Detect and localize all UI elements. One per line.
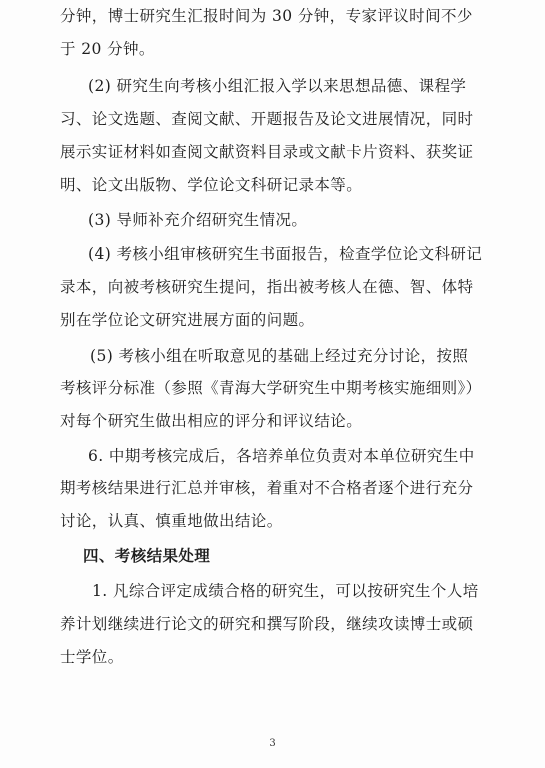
text-line: (2) 研究生向考核小组汇报入学以来思想品德、课程学 <box>88 77 467 95</box>
text-line: 对每个研究生做出相应的评分和评议结论。 <box>60 412 363 430</box>
text-line: 展示实证材料如查阅文献资料目录或文献卡片资料、获奖证 <box>60 143 474 161</box>
text-line: 讨论，认真、慎重地做出结论。 <box>60 512 283 530</box>
text-line: 别在学位论文研究进展方面的问题。 <box>60 311 315 329</box>
text-line: 分钟，博士研究生汇报时间为 30 分钟，专家评议时间不少 <box>60 7 473 25</box>
text-line: (4) 考核小组审核研究生书面报告，检查学位论文科研记 <box>88 245 483 263</box>
text-line: (5) 考核小组在听取意见的基础上经过充分讨论，按照 <box>90 347 469 365</box>
text-line: 于 20 分钟。 <box>60 40 155 58</box>
text-line: 养计划继续进行论文的研究和撰写阶段，继续攻读博士或硕 <box>60 615 474 633</box>
text-line: 期考核结果进行汇总并审核，着重对不合格者逐个进行充分 <box>60 479 474 497</box>
text-line: 士学位。 <box>60 648 124 666</box>
text-line: 考核评分标准（参照《青海大学研究生中期考核实施细则》） <box>60 379 482 397</box>
text-line: 录本，向被考核研究生提问，指出被考核人在德、智、体特 <box>60 278 474 296</box>
text-line: 1. 凡综合评定成绩合格的研究生，可以按研究生个人培 <box>92 582 479 600</box>
page-number: 3 <box>269 738 276 749</box>
text-line: 习、论文选题、查阅文献、开题报告及论文进展情况，同时 <box>60 110 474 128</box>
text-line: (3) 导师补充介绍研究生情况。 <box>88 211 308 229</box>
text-line: 6. 中期考核完成后，各培养单位负责对本单位研究生中 <box>88 447 475 465</box>
section-heading: 四、考核结果处理 <box>83 547 211 565</box>
text-line: 明、论文出版物、学位论文科研记录本等。 <box>60 176 363 194</box>
